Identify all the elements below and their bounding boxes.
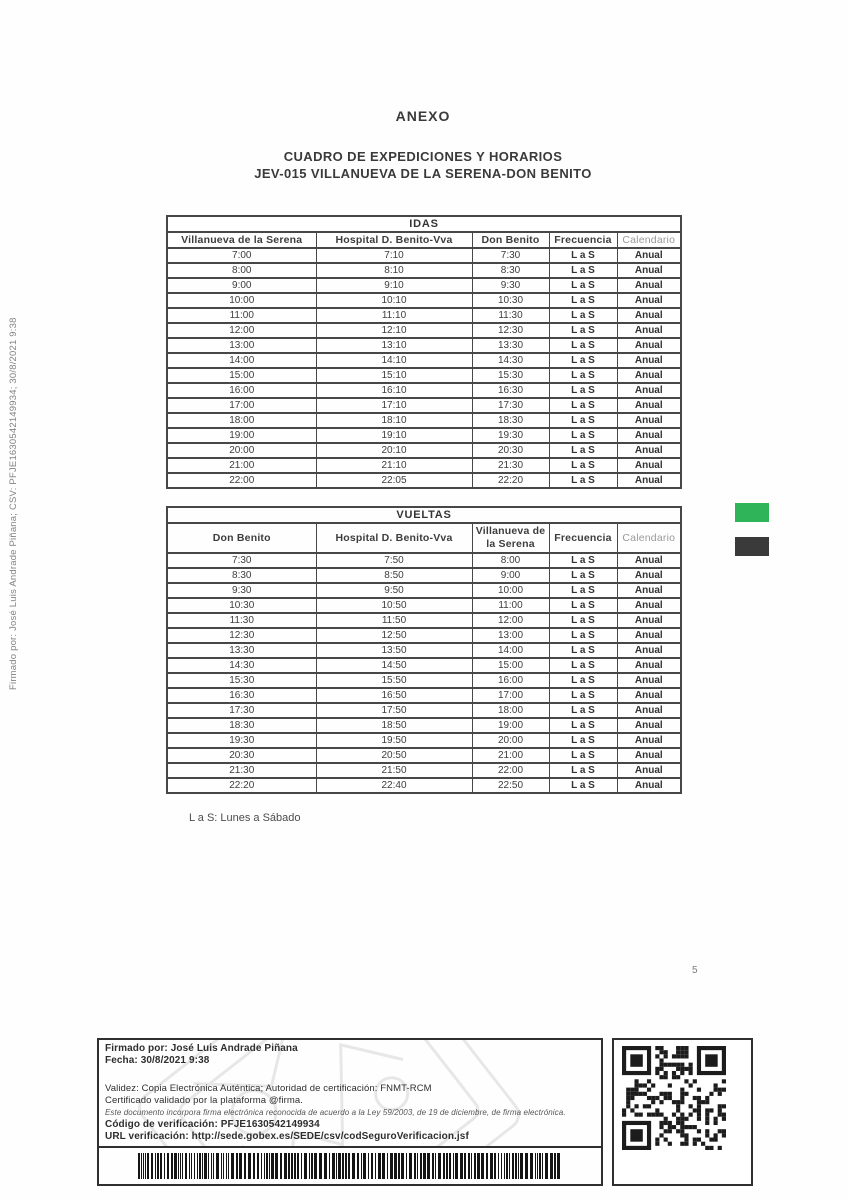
table-cell: 9:30 bbox=[472, 278, 549, 293]
table-cell: Anual bbox=[617, 428, 681, 443]
table-cell: 15:50 bbox=[316, 673, 472, 688]
table-cell: Anual bbox=[617, 583, 681, 598]
table-cell: Anual bbox=[617, 308, 681, 323]
table-cell: Anual bbox=[617, 643, 681, 658]
table-cell: Anual bbox=[617, 553, 681, 568]
table-cell: 19:30 bbox=[472, 428, 549, 443]
table-cell: 17:00 bbox=[472, 688, 549, 703]
table-cell: 8:00 bbox=[167, 263, 316, 278]
table-cell: 16:30 bbox=[472, 383, 549, 398]
table-cell: 20:50 bbox=[316, 748, 472, 763]
table-cell: L a S bbox=[549, 598, 617, 613]
vueltas-col-calendar: Calendario bbox=[617, 523, 681, 553]
table-row bbox=[167, 748, 681, 763]
table-cell: 20:30 bbox=[472, 443, 549, 458]
table-cell: Anual bbox=[617, 718, 681, 733]
table-cell: 19:00 bbox=[167, 428, 316, 443]
table-cell: 20:00 bbox=[472, 733, 549, 748]
table-row bbox=[167, 658, 681, 673]
table-row bbox=[167, 368, 681, 383]
idas-col-destination: Don Benito bbox=[472, 232, 549, 248]
table-cell: 14:00 bbox=[167, 353, 316, 368]
table-cell: Anual bbox=[617, 613, 681, 628]
vueltas-col-hospital: Hospital D. Benito-Vva bbox=[316, 523, 472, 553]
table-cell: Anual bbox=[617, 748, 681, 763]
table-cell: 18:50 bbox=[316, 718, 472, 733]
table-row bbox=[167, 428, 681, 443]
table-cell: 12:10 bbox=[316, 323, 472, 338]
table-cell: 20:10 bbox=[316, 443, 472, 458]
table-cell: 21:10 bbox=[316, 458, 472, 473]
table-cell: L a S bbox=[549, 323, 617, 338]
qr-code bbox=[622, 1046, 726, 1150]
table-row bbox=[167, 598, 681, 613]
table-cell: Anual bbox=[617, 568, 681, 583]
signature-date-line: Fecha: 30/8/2021 9:38 bbox=[105, 1055, 210, 1066]
table-cell: 16:30 bbox=[167, 688, 316, 703]
table-cell: 15:30 bbox=[167, 673, 316, 688]
table-cell: L a S bbox=[549, 428, 617, 443]
table-cell: Anual bbox=[617, 413, 681, 428]
table-row bbox=[167, 338, 681, 353]
table-cell: 7:10 bbox=[316, 248, 472, 263]
table-cell: 11:50 bbox=[316, 613, 472, 628]
table-cell: L a S bbox=[549, 583, 617, 598]
table-cell: Anual bbox=[617, 383, 681, 398]
side-signature-text: Firmado por: José Luis Andrade Piñana; CSV: PFJE1630542149934; 30/8/2021 9:38 bbox=[8, 317, 19, 690]
green-highlight-swatch bbox=[735, 503, 769, 522]
table-cell: 8:30 bbox=[167, 568, 316, 583]
vueltas-table-title: VUELTAS bbox=[167, 507, 681, 523]
idas-col-calendar: Calendario bbox=[617, 232, 681, 248]
table-cell: 9:00 bbox=[472, 568, 549, 583]
signature-bottom-lines bbox=[105, 1083, 595, 1143]
table-cell: L a S bbox=[549, 353, 617, 368]
table-cell: 22:00 bbox=[472, 763, 549, 778]
table-cell: 13:00 bbox=[167, 338, 316, 353]
table-row bbox=[167, 613, 681, 628]
signature-text-area bbox=[99, 1040, 601, 1148]
table-cell: 12:00 bbox=[472, 613, 549, 628]
verification-code-line: Código de verificación: PFJE1630542149934 bbox=[105, 1119, 320, 1130]
vueltas-table bbox=[166, 506, 682, 794]
table-cell: Anual bbox=[617, 368, 681, 383]
table-cell: 22:20 bbox=[167, 778, 316, 793]
table-cell: 15:10 bbox=[316, 368, 472, 383]
table-cell: L a S bbox=[549, 248, 617, 263]
table-row bbox=[167, 718, 681, 733]
table-cell: 8:10 bbox=[316, 263, 472, 278]
vueltas-col-destination: Villanueva de la Serena bbox=[472, 523, 549, 553]
table-cell: Anual bbox=[617, 398, 681, 413]
table-cell: 10:00 bbox=[167, 293, 316, 308]
table-cell: 13:50 bbox=[316, 643, 472, 658]
table-cell: 7:00 bbox=[167, 248, 316, 263]
idas-col-frequency: Frecuencia bbox=[549, 232, 617, 248]
table-cell: Anual bbox=[617, 688, 681, 703]
table-cell: Anual bbox=[617, 323, 681, 338]
table-cell: 22:20 bbox=[472, 473, 549, 488]
table-cell: L a S bbox=[549, 338, 617, 353]
table-cell: 19:00 bbox=[472, 718, 549, 733]
table-cell: 20:30 bbox=[167, 748, 316, 763]
table-row bbox=[167, 703, 681, 718]
table-row bbox=[167, 688, 681, 703]
signature-box bbox=[97, 1038, 603, 1186]
annex-heading: ANEXO bbox=[395, 108, 451, 124]
table-cell: L a S bbox=[549, 658, 617, 673]
vueltas-header-row bbox=[167, 523, 681, 553]
barcode-area bbox=[99, 1148, 601, 1184]
dark-highlight-swatch bbox=[735, 537, 769, 556]
table-cell: L a S bbox=[549, 568, 617, 583]
table-cell: 17:30 bbox=[167, 703, 316, 718]
table-cell: 16:00 bbox=[472, 673, 549, 688]
table-cell: 7:50 bbox=[316, 553, 472, 568]
table-cell: L a S bbox=[549, 688, 617, 703]
table-cell: Anual bbox=[617, 673, 681, 688]
table-cell: Anual bbox=[617, 248, 681, 263]
certificate-line: Certificado validado por la plataforma @firma. bbox=[105, 1095, 303, 1106]
table-cell: L a S bbox=[549, 398, 617, 413]
table-cell: 9:00 bbox=[167, 278, 316, 293]
table-row bbox=[167, 628, 681, 643]
table-cell: L a S bbox=[549, 763, 617, 778]
table-cell: 14:10 bbox=[316, 353, 472, 368]
table-row bbox=[167, 568, 681, 583]
table-cell: 12:30 bbox=[167, 628, 316, 643]
table-cell: 15:30 bbox=[472, 368, 549, 383]
table-cell: 9:30 bbox=[167, 583, 316, 598]
table-cell: L a S bbox=[549, 778, 617, 793]
table-cell: L a S bbox=[549, 263, 617, 278]
table-cell: 7:30 bbox=[472, 248, 549, 263]
table-cell: 14:30 bbox=[167, 658, 316, 673]
table-cell: L a S bbox=[549, 628, 617, 643]
table-row bbox=[167, 383, 681, 398]
table-cell: L a S bbox=[549, 413, 617, 428]
table-cell: 20:00 bbox=[167, 443, 316, 458]
vueltas-col-origin: Don Benito bbox=[167, 523, 316, 553]
table-row bbox=[167, 778, 681, 793]
qr-box bbox=[612, 1038, 753, 1186]
table-cell: Anual bbox=[617, 263, 681, 278]
table-cell: 9:10 bbox=[316, 278, 472, 293]
table-row bbox=[167, 473, 681, 488]
table-cell: 15:00 bbox=[167, 368, 316, 383]
idas-table-title: IDAS bbox=[167, 216, 681, 232]
table-cell: Anual bbox=[617, 598, 681, 613]
table-cell: 18:10 bbox=[316, 413, 472, 428]
table-row bbox=[167, 308, 681, 323]
table-row bbox=[167, 443, 681, 458]
table-cell: 10:30 bbox=[472, 293, 549, 308]
table-cell: Anual bbox=[617, 703, 681, 718]
table-row bbox=[167, 763, 681, 778]
vueltas-col-frequency: Frecuencia bbox=[549, 523, 617, 553]
table-cell: 17:30 bbox=[472, 398, 549, 413]
table-cell: 19:30 bbox=[167, 733, 316, 748]
idas-title-row bbox=[167, 216, 681, 232]
table-cell: 16:50 bbox=[316, 688, 472, 703]
table-cell: Anual bbox=[617, 658, 681, 673]
signed-by-line: Firmado por: José Luis Andrade Piñana bbox=[105, 1043, 298, 1054]
table-cell: Anual bbox=[617, 443, 681, 458]
table-cell: 11:30 bbox=[167, 613, 316, 628]
table-cell: Anual bbox=[617, 293, 681, 308]
table-cell: Anual bbox=[617, 338, 681, 353]
table-cell: L a S bbox=[549, 443, 617, 458]
table-cell: L a S bbox=[549, 553, 617, 568]
table-cell: L a S bbox=[549, 643, 617, 658]
page-number: 5 bbox=[692, 965, 698, 976]
table-row bbox=[167, 278, 681, 293]
table-cell: L a S bbox=[549, 368, 617, 383]
idas-col-hospital: Hospital D. Benito-Vva bbox=[316, 232, 472, 248]
table-cell: Anual bbox=[617, 763, 681, 778]
frequency-footnote: L a S: Lunes a Sábado bbox=[189, 812, 301, 824]
table-cell: 22:50 bbox=[472, 778, 549, 793]
table-cell: 18:30 bbox=[167, 718, 316, 733]
table-cell: 11:10 bbox=[316, 308, 472, 323]
table-row bbox=[167, 458, 681, 473]
table-cell: L a S bbox=[549, 278, 617, 293]
table-cell: 11:00 bbox=[167, 308, 316, 323]
idas-col-origin: Villanueva de la Serena bbox=[167, 232, 316, 248]
table-cell: L a S bbox=[549, 308, 617, 323]
table-cell: L a S bbox=[549, 748, 617, 763]
table-cell: 21:00 bbox=[167, 458, 316, 473]
table-cell: 21:30 bbox=[472, 458, 549, 473]
signature-lines bbox=[105, 1043, 595, 1143]
table-cell: 8:50 bbox=[316, 568, 472, 583]
table-cell: 10:00 bbox=[472, 583, 549, 598]
table-cell: 10:30 bbox=[167, 598, 316, 613]
table-row bbox=[167, 323, 681, 338]
table-cell: L a S bbox=[549, 613, 617, 628]
table-cell: L a S bbox=[549, 733, 617, 748]
idas-header-row bbox=[167, 232, 681, 248]
table-cell: L a S bbox=[549, 703, 617, 718]
table-row bbox=[167, 413, 681, 428]
table-cell: 17:10 bbox=[316, 398, 472, 413]
table-cell: 18:00 bbox=[167, 413, 316, 428]
table-row bbox=[167, 293, 681, 308]
document-title-line1: CUADRO DE EXPEDICIONES Y HORARIOS bbox=[283, 149, 563, 164]
table-cell: L a S bbox=[549, 673, 617, 688]
table-cell: 13:30 bbox=[167, 643, 316, 658]
table-row bbox=[167, 553, 681, 568]
table-cell: 19:50 bbox=[316, 733, 472, 748]
table-cell: 17:00 bbox=[167, 398, 316, 413]
table-cell: 13:00 bbox=[472, 628, 549, 643]
barcode bbox=[138, 1153, 562, 1179]
table-cell: 12:30 bbox=[472, 323, 549, 338]
table-cell: 16:00 bbox=[167, 383, 316, 398]
table-cell: L a S bbox=[549, 293, 617, 308]
vueltas-table-body bbox=[167, 553, 681, 793]
table-cell: 10:50 bbox=[316, 598, 472, 613]
table-row bbox=[167, 353, 681, 368]
table-cell: 14:00 bbox=[472, 643, 549, 658]
table-cell: L a S bbox=[549, 718, 617, 733]
table-cell: 14:30 bbox=[472, 353, 549, 368]
table-cell: 22:05 bbox=[316, 473, 472, 488]
signature-top-lines bbox=[105, 1043, 595, 1067]
table-row bbox=[167, 673, 681, 688]
table-cell: L a S bbox=[549, 383, 617, 398]
table-cell: L a S bbox=[549, 458, 617, 473]
table-cell: 12:00 bbox=[167, 323, 316, 338]
table-row bbox=[167, 733, 681, 748]
table-cell: Anual bbox=[617, 278, 681, 293]
table-cell: 19:10 bbox=[316, 428, 472, 443]
table-cell: 8:00 bbox=[472, 553, 549, 568]
table-row bbox=[167, 248, 681, 263]
verification-url-line: URL verificación: http://sede.gobex.es/SEDE/csv/codSeguroVerificacion.jsf bbox=[105, 1131, 469, 1142]
table-cell: 8:30 bbox=[472, 263, 549, 278]
table-cell: 12:50 bbox=[316, 628, 472, 643]
table-cell: 18:30 bbox=[472, 413, 549, 428]
table-row bbox=[167, 643, 681, 658]
table-cell: 17:50 bbox=[316, 703, 472, 718]
table-cell: 18:00 bbox=[472, 703, 549, 718]
table-cell: 7:30 bbox=[167, 553, 316, 568]
table-cell: Anual bbox=[617, 733, 681, 748]
table-row bbox=[167, 398, 681, 413]
table-cell: 11:00 bbox=[472, 598, 549, 613]
vueltas-title-row bbox=[167, 507, 681, 523]
idas-table bbox=[166, 215, 682, 489]
table-cell: 13:10 bbox=[316, 338, 472, 353]
table-cell: Anual bbox=[617, 473, 681, 488]
table-row bbox=[167, 263, 681, 278]
table-cell: 13:30 bbox=[472, 338, 549, 353]
table-cell: Anual bbox=[617, 628, 681, 643]
validity-line: Validez: Copia Electrónica Auténtica; Autoridad de certificación: FNMT-RCM bbox=[105, 1083, 432, 1094]
table-cell: Anual bbox=[617, 778, 681, 793]
table-cell: 10:10 bbox=[316, 293, 472, 308]
table-cell: 9:50 bbox=[316, 583, 472, 598]
document-title-line2: JEV-015 VILLANUEVA DE LA SERENA-DON BENITO bbox=[254, 166, 592, 181]
table-cell: Anual bbox=[617, 458, 681, 473]
table-cell: 22:40 bbox=[316, 778, 472, 793]
table-cell: 16:10 bbox=[316, 383, 472, 398]
idas-table-body bbox=[167, 248, 681, 488]
table-row bbox=[167, 583, 681, 598]
document-title bbox=[146, 148, 700, 182]
table-cell: 22:00 bbox=[167, 473, 316, 488]
table-cell: Anual bbox=[617, 353, 681, 368]
table-cell: L a S bbox=[549, 473, 617, 488]
table-cell: 11:30 bbox=[472, 308, 549, 323]
table-cell: 14:50 bbox=[316, 658, 472, 673]
table-cell: 21:30 bbox=[167, 763, 316, 778]
table-cell: 21:00 bbox=[472, 748, 549, 763]
legal-note-line: Este documento incorpora firma electrónica reconocida de acuerdo a la Ley 59/2003, de 19 de diciembre, de firma electrónica. bbox=[105, 1108, 566, 1117]
table-cell: 15:00 bbox=[472, 658, 549, 673]
table-cell: 21:50 bbox=[316, 763, 472, 778]
